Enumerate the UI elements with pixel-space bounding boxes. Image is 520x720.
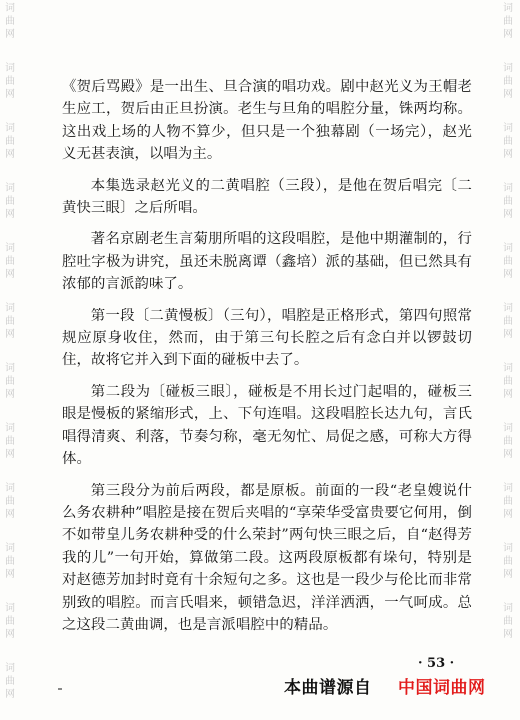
paragraph-selection: 本集选录赵光义的二黄唱腔（三段），是他在贺后唱完〔二黄快三眼〕之后所唱。 <box>62 177 472 217</box>
watermark-right-4: 词曲网 <box>503 183 513 220</box>
watermark-right-8: 词曲网 <box>503 423 513 460</box>
watermark-left-7: 词曲网 <box>5 363 15 400</box>
paragraph-section-one: 第一段〔二黄慢板〕（三句），唱腔是正格形式，第四句照常规应原身收住，然而，由于第三句长腔之后有念白并以锣鼓切住，故将它并入到下面的碰板中去了。 <box>62 307 472 369</box>
watermark-left-3: 词曲网 <box>5 123 15 160</box>
watermark-left-6: 词曲网 <box>5 303 15 340</box>
watermark-left-5: 词曲网 <box>5 243 15 280</box>
watermark-left-2: 词曲网 <box>5 63 15 100</box>
watermark-right-3: 词曲网 <box>503 123 513 160</box>
paragraph-section-three: 第三段分为前后两段，都是原板。前面的一段“老皇嫂说什么务农耕种”唱腔是接在贺后夹唱的“享荣华受富贵要它何用，倒不如带皇儿务农耕种受的什么荣封”两句快三眼之后，自“赵得芳我的儿”一句开始，算做第二段。这两段原板都有垛句，特别是对赵德芳加封时竟有十余短句之多。这也是一段少与伦比而非常别致的唱腔。而言氏唱来，顿错急迟，洋洋洒洒，一气呵成。总之这段二黄曲调，也是言派唱腔中的精品。 <box>62 482 472 633</box>
article-body <box>62 76 472 645</box>
page-number: · 53 · <box>418 656 455 671</box>
footer-site-link[interactable]: 中国词曲网 <box>398 678 486 698</box>
watermark-left-1: 词曲网 <box>5 3 15 40</box>
watermark-right-6: 词曲网 <box>503 303 513 340</box>
paragraph-intro: 《贺后骂殿》是一出生、旦合演的唱功戏。剧中赵光义为王帽老生应工，贺后由正旦扮演。老生与旦角的唱腔分量，铢两均称。这出戏上场的人物不算少，但只是一个独幕剧（一场完），赵光义无甚表演，以唱为主。 <box>62 79 472 163</box>
watermark-right-7: 词曲网 <box>503 363 513 400</box>
paragraph-section-two: 第二段为〔碰板三眼〕，碰板是不用长过门起唱的，碰板三眼是慢板的紧缩形式，上、下句连唱。这段唱腔长达九句，言氏唱得清爽、利落，节奏匀称，毫无匆忙、局促之感，可称大方得体。 <box>62 383 472 468</box>
watermark-left-4: 词曲网 <box>5 183 15 220</box>
scan-artifact <box>58 688 62 690</box>
paragraph-performer: 著名京剧老生言菊朋所唱的这段唱腔，是他中期灌制的，行腔吐字极为讲究，虽还未脱离谭（鑫培）派的基础，但已然具有浓郁的言派韵味了。 <box>62 231 472 293</box>
watermark-left-11: 词曲网 <box>5 603 15 640</box>
watermark-left-10: 词曲网 <box>5 543 15 580</box>
watermark-left-8: 词曲网 <box>5 423 15 460</box>
watermark-left-9: 词曲网 <box>5 483 15 520</box>
watermark-right-11: 词曲网 <box>503 603 513 640</box>
watermark-right-1: 词曲网 <box>503 3 513 40</box>
watermark-right-2: 词曲网 <box>503 63 513 100</box>
watermark-right-5: 词曲网 <box>503 243 513 280</box>
watermark-right-10: 词曲网 <box>503 543 513 580</box>
watermark-left-12: 词曲网 <box>5 663 15 700</box>
footer-source-label: 本曲谱源自 <box>284 678 372 698</box>
watermark-right-9: 词曲网 <box>503 483 513 520</box>
